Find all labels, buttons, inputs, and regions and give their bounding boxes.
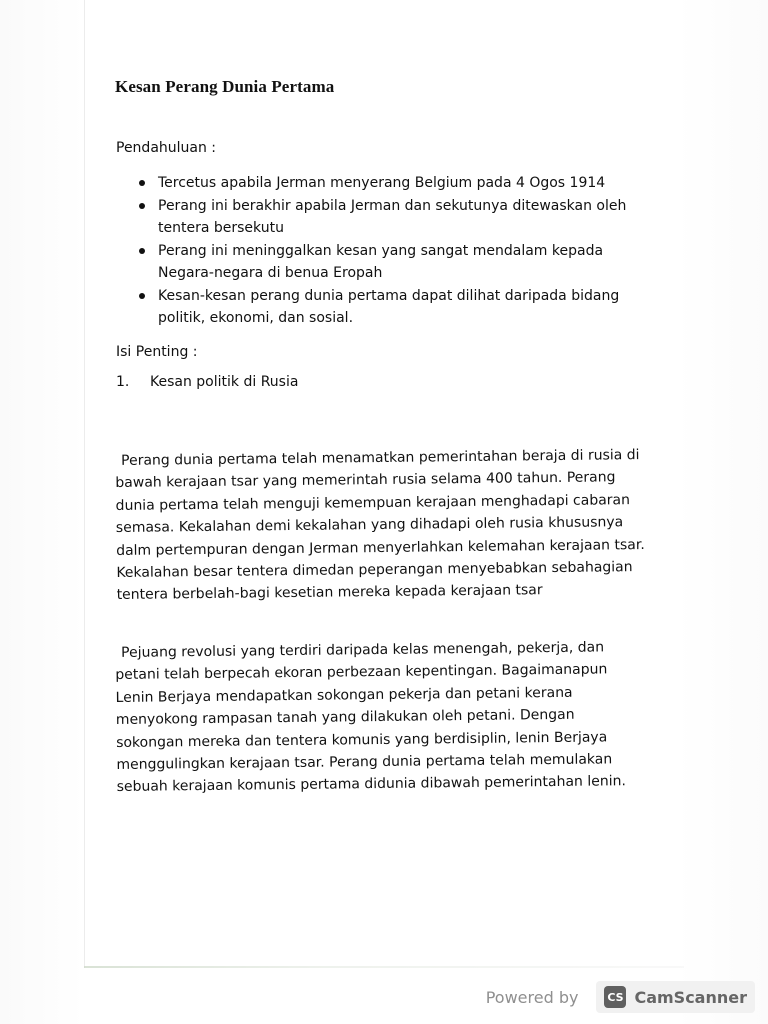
camscanner-brand-name: CamScanner: [634, 987, 747, 1007]
bullet-text: Tercetus apabila Jerman menyerang Belgium pada 4 Ogos 1914: [158, 175, 606, 191]
bullet-item-2: [115, 195, 640, 239]
camscanner-logo-icon: CS: [604, 986, 626, 1008]
important-heading: Isi Penting :: [116, 344, 198, 360]
camscanner-footer: [486, 981, 755, 1013]
bullet-text: Perang ini meninggalkan kesan yang sangat mendalam kepada Negara-negara di benua Eropah: [158, 243, 604, 281]
bullet-text: Kesan-kesan perang dunia pertama dapat dilihat daripada bidang politik, ekonomi, dan sosial.: [158, 288, 620, 326]
paragraph-russia-politics: Perang dunia pertama telah menamatkan pemerintahan beraja di rusia di bawah kerajaan tsar yang memerintah rusia selama 400 tahun. Perang dunia pertama telah menguji kemempuan kerajaan menghadapi cabaran semasa. Kekalahan demi kekalahan yang dihadapi oleh rusia khususnya dalm pertempuran dengan Jerman menyerlahkan kelemahan kerajaan tsar. Kekalahan besar tentera dimedan peperangan menyebabkan sebahagian tentera berbelah-bagi kesetian mereka kepada kerajaan tsar: [115, 447, 645, 604]
paragraph-revolution: Pejuang revolusi yang terdiri daripada kelas menengah, pekerja, dan petani telah berpecah ekoran perbezaan kepentingan. Bagaimanapun Lenin Berjaya mendapatkan sokongan pekerja dan petani kerana menyokong rampasan tanah yang dilakukan oleh petani. Dengan sokongan mereka dan tentera komunis yang berdisiplin, lenin Berjaya menggulingkan kerajaan tsar. Perang dunia pertama telah memulakan sebuah kerajaan komunis pertama didunia dibawah pemerintahan lenin.: [115, 639, 627, 796]
intro-heading: Pendahuluan :: [116, 140, 217, 156]
intro-bullet-list: [115, 172, 640, 330]
bullet-item-3: [115, 240, 640, 284]
bullet-item-1: [115, 172, 640, 194]
bullet-dot-icon: [139, 180, 145, 186]
bullet-text: Perang ini berakhir apabila Jerman dan sekutunya ditewaskan oleh tentera bersekutu: [158, 198, 627, 236]
paper-left-edge: [84, 0, 85, 968]
bullet-dot-icon: [139, 293, 145, 299]
powered-by-label: Powered by: [485, 987, 579, 1007]
paper-bottom-edge: [84, 966, 684, 968]
camscanner-brand: [596, 981, 755, 1013]
document-title: Kesan Perang Dunia Pertama: [115, 77, 335, 96]
numbered-item-number: 1.: [116, 374, 130, 390]
bullet-dot-icon: [139, 248, 145, 254]
bullet-dot-icon: [139, 203, 145, 209]
bullet-item-4: [115, 285, 640, 329]
numbered-item-text: Kesan politik di Rusia: [150, 374, 299, 390]
